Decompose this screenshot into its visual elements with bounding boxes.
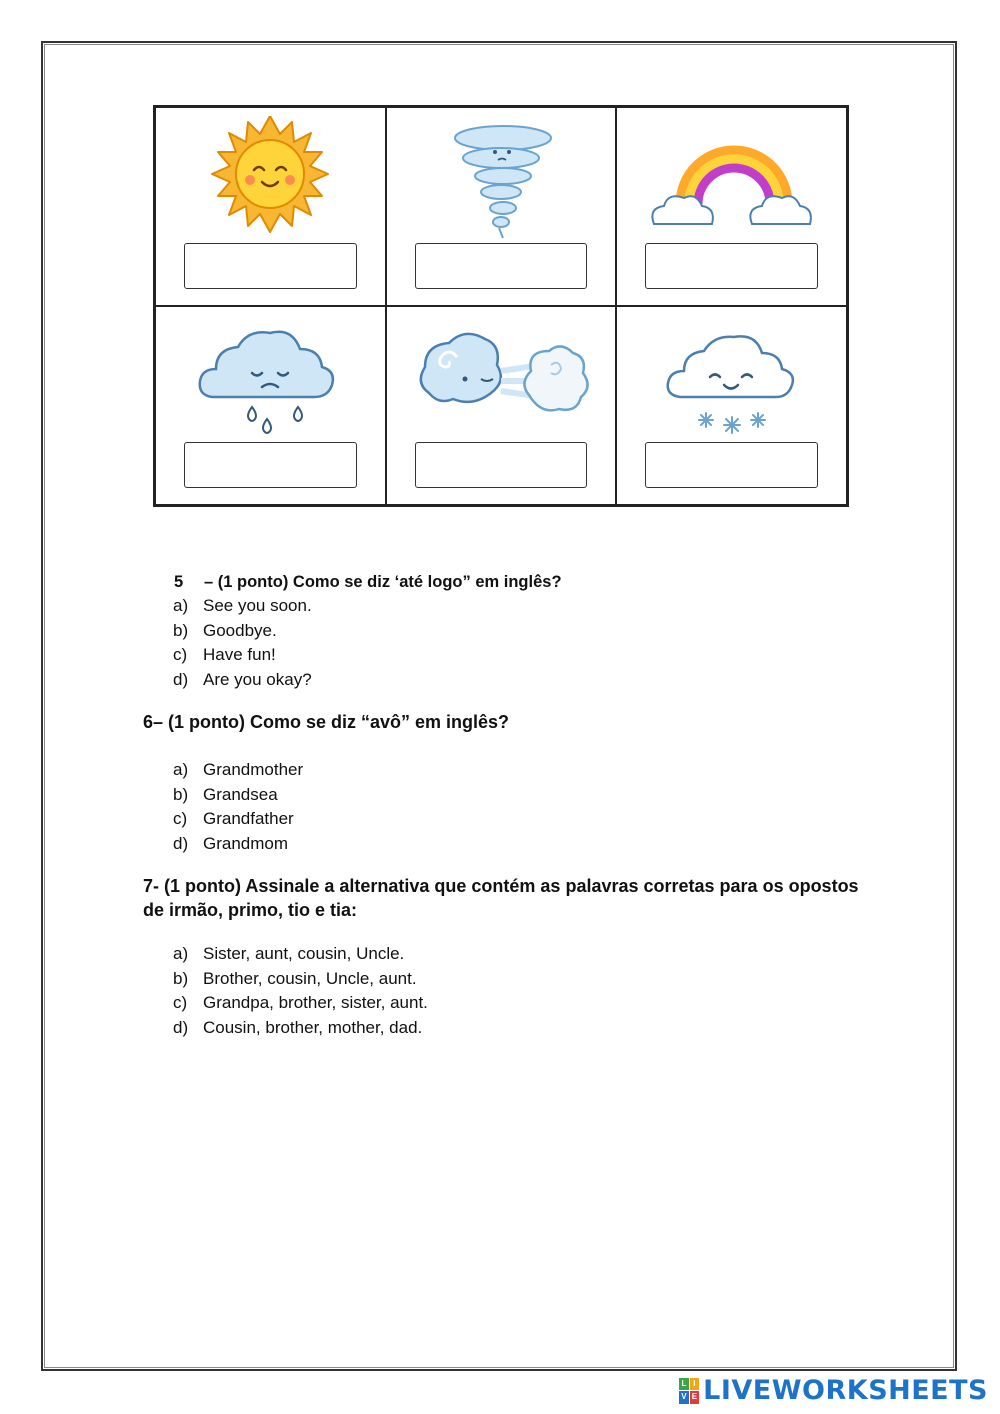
option-letter: c)	[173, 809, 188, 828]
question-5-option-a[interactable]	[173, 594, 312, 619]
snow-cloud-icon	[642, 315, 822, 440]
weather-cell-rainbow	[616, 107, 847, 306]
mark-letter: L	[679, 1378, 689, 1391]
question-6-option-b[interactable]	[173, 783, 303, 808]
weather-cell-snow	[616, 306, 847, 505]
question-6: 6– (1 ponto) Como se diz “avô” em inglês?	[143, 712, 510, 732]
mark-letter: E	[690, 1391, 700, 1404]
option-letter: a)	[173, 944, 189, 963]
answer-box-snow[interactable]	[645, 442, 818, 488]
option-text: Grandpa, brother, sister, aunt.	[203, 993, 428, 1012]
question-5-text: – (1 ponto) Como se diz ‘até logo” em inglês?	[204, 573, 562, 591]
question-7-option-c[interactable]	[173, 991, 428, 1016]
rain-cloud-icon	[180, 315, 360, 440]
answer-box-sun[interactable]	[184, 243, 357, 289]
question-5-option-b[interactable]	[173, 619, 312, 644]
question-7-option-a[interactable]	[173, 942, 428, 967]
option-text: Have fun!	[203, 645, 276, 664]
liveworksheets-logo	[679, 1375, 988, 1406]
option-text: Grandmother	[203, 760, 304, 779]
question-7-option-b[interactable]	[173, 967, 428, 992]
question-5-option-d[interactable]	[173, 668, 312, 693]
wind-icon	[411, 315, 591, 440]
weather-cell-sun	[155, 107, 386, 306]
live-mark-icon	[679, 1378, 699, 1404]
question-6-option-d[interactable]	[173, 832, 303, 857]
option-letter: c)	[173, 645, 188, 664]
weather-grid	[153, 105, 849, 507]
question-6-options	[173, 758, 303, 856]
mark-letter: I	[690, 1378, 700, 1391]
question-5-number: 5	[174, 573, 184, 591]
option-text: Grandfather	[203, 809, 294, 828]
brand-name: LIVEWORKSHEETS	[703, 1375, 988, 1406]
option-text: Cousin, brother, mother, dad.	[203, 1017, 423, 1037]
question-5	[174, 570, 562, 594]
question-6-option-a[interactable]	[173, 758, 303, 783]
option-letter: c)	[173, 993, 188, 1012]
answer-box-tornado[interactable]	[415, 243, 588, 289]
option-letter: d)	[173, 1017, 189, 1037]
option-text: Sister, aunt, cousin, Uncle.	[203, 944, 405, 963]
answer-box-wind[interactable]	[415, 442, 588, 488]
option-text: Grandsea	[203, 784, 278, 804]
option-text: Are you okay?	[203, 669, 312, 689]
option-text: Brother, cousin, Uncle, aunt.	[203, 968, 417, 988]
tornado-icon	[411, 116, 591, 241]
option-letter: b)	[173, 620, 189, 640]
sun-icon	[180, 116, 360, 241]
question-6-option-c[interactable]	[173, 807, 303, 832]
rainbow-icon	[642, 116, 822, 241]
option-letter: a)	[173, 760, 189, 779]
weather-cell-rain	[155, 306, 386, 505]
question-7: 7- (1 ponto) Assinale a alternativa que contém as palavras corretas para os opostos de irmão, primo, tio e tia:	[143, 876, 859, 920]
option-letter: b)	[173, 968, 189, 988]
option-letter: d)	[173, 833, 189, 853]
option-text: Grandmom	[203, 833, 289, 853]
question-7-option-d[interactable]	[173, 1016, 428, 1041]
answer-box-rain[interactable]	[184, 442, 357, 488]
option-letter: d)	[173, 669, 189, 689]
question-5-options	[173, 594, 312, 692]
question-7-options	[173, 942, 428, 1040]
option-letter: a)	[173, 596, 189, 615]
mark-letter: V	[679, 1391, 689, 1404]
option-text: See you soon.	[203, 596, 312, 615]
question-5-option-c[interactable]	[173, 643, 312, 668]
weather-cell-tornado	[386, 107, 617, 306]
weather-cell-wind	[386, 306, 617, 505]
answer-box-rainbow[interactable]	[645, 243, 818, 289]
option-letter: b)	[173, 784, 189, 804]
option-text: Goodbye.	[203, 620, 277, 640]
